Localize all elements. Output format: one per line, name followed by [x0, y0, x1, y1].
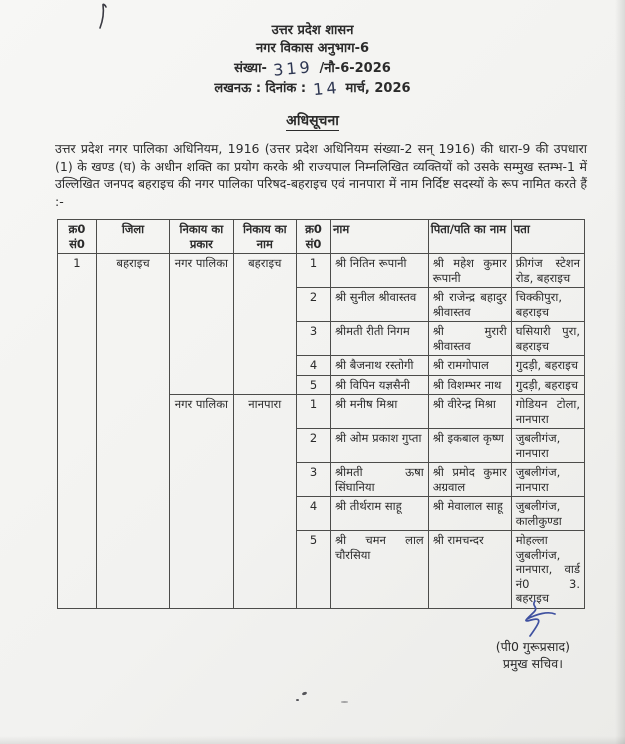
- member-father-cell: श्री प्रमोद कुमार अग्रवाल: [428, 463, 511, 497]
- member-name-cell: श्री नितिन रूपानी: [331, 254, 429, 288]
- member-father-cell: श्री इकबाल कृष्ण: [428, 429, 511, 463]
- pen-tick-mark: [94, 2, 114, 34]
- header-district: जिला: [96, 220, 169, 254]
- member-father-cell: श्री महेश कुमार रूपानी: [428, 254, 511, 288]
- member-address-cell: गुदड़ी, बहराइच: [511, 356, 584, 376]
- member-address-cell: जुबलीगंज, कालीकुण्डा: [511, 497, 584, 531]
- header-address: पता: [511, 220, 584, 254]
- member-address-cell: फ्रीगंज स्टेशन रोड, बहराइच: [511, 254, 584, 288]
- member-address-cell: घसियारी पुरा, बहराइच: [511, 322, 584, 356]
- header-father: पिता/पति का नाम: [428, 220, 511, 254]
- ink-speck: [341, 701, 348, 703]
- member-sr-cell: 2: [296, 288, 330, 322]
- signature-block: [496, 598, 570, 672]
- handwritten-letter-number: 319: [272, 57, 314, 80]
- member-sr-cell: 3: [296, 463, 330, 497]
- govt-title: उत्तर प्रदेश शासन: [271, 23, 354, 38]
- body-name-cell: बहराइच: [233, 254, 296, 395]
- member-address-cell: गुदड़ी, बहराइच: [511, 375, 584, 395]
- header-body-name: निकाय का नाम: [233, 220, 296, 254]
- ink-speck: [302, 691, 308, 696]
- signature-ink: [501, 598, 565, 640]
- header-name: नाम: [331, 220, 429, 254]
- notification-heading: अधिसूचना: [286, 113, 339, 129]
- member-sr-cell: 3: [296, 322, 330, 356]
- member-name-cell: श्री सुनील श्रीवास्तव: [331, 288, 429, 322]
- member-sr-cell: 2: [296, 429, 330, 463]
- table-header-row: [58, 220, 585, 254]
- date-suffix: मार्च, 2026: [345, 81, 411, 96]
- signatory-designation: प्रमुख सचिव।: [502, 656, 563, 671]
- preamble-paragraph: उत्तर प्रदेश नगर पालिका अधिनियम, 1916 (उत्तर प्रदेश अधिनियम संख्या-2 सन् 1916) की धारा-9 की उपधारा (1) के खण्ड (घ) के अधीन शक्ति का प्रयोग करके श्री राज्यपाल निम्नलिखित व्यक्तियों को उसके सम्मुख स्तम्भ-1 में उल्लिखित जनपद बहराइच की नगर पालिका परिषद-बहराइच एवं नानपारा में नाम निर्दिष्ट सदस्यों के रूप नामित करते हैं :-: [55, 141, 587, 209]
- member-address-cell: गोडियन टोला, नानपारा: [511, 395, 584, 429]
- department-line: नगर विकास अनुभाग-6: [255, 41, 370, 56]
- member-name-cell: श्रीमती रीती निगम: [331, 322, 429, 356]
- body-name-cell: नानपारा: [233, 395, 296, 609]
- members-tbody: [58, 254, 585, 609]
- member-sr-cell: 1: [296, 254, 330, 288]
- member-sr-cell: 5: [296, 531, 330, 609]
- member-father-cell: श्री रामचन्दर: [428, 531, 511, 609]
- letter-number-line: [0, 57, 625, 80]
- member-father-cell: श्री वीरेन्द्र मिश्रा: [428, 395, 511, 429]
- district-sr-cell: 1: [58, 254, 97, 609]
- district-name-cell: बहराइच: [96, 254, 169, 609]
- number-suffix: /नौ-6-2026: [319, 61, 391, 76]
- header-sr: क्र0 सं0: [58, 220, 97, 254]
- member-address-cell: मोहल्ला जुबलीगंज, नानपारा, वार्ड नं0 3. बहराइच: [511, 531, 584, 609]
- header-body-type: निकाय का प्रकार: [170, 220, 233, 254]
- place-date-prefix: लखनऊ : दिनांक :: [214, 81, 307, 96]
- member-name-cell: श्री ओम प्रकाश गुप्ता: [331, 429, 429, 463]
- member-name-cell: श्री तीर्थराम साहू: [331, 497, 429, 531]
- member-name-cell: श्री बैजनाथ रस्तोगी: [331, 356, 429, 376]
- table-row: [58, 254, 585, 288]
- member-name-cell: श्री मनीष मिश्रा: [331, 395, 429, 429]
- scan-edge-shadow: [0, 736, 625, 744]
- handwritten-date: 14: [312, 77, 340, 100]
- member-address-cell: चिक्कीपुरा, बहराइच: [511, 288, 584, 322]
- member-sr-cell: 4: [296, 497, 330, 531]
- header-member-sr: क्र0 सं0: [296, 220, 330, 254]
- member-sr-cell: 1: [296, 395, 330, 429]
- member-father-cell: श्री मुरारी श्रीवास्तव: [428, 322, 511, 356]
- member-father-cell: श्री रामगोपाल: [428, 356, 511, 376]
- member-father-cell: श्री विशम्भर नाथ: [428, 375, 511, 395]
- signatory-name: (पी0 गुरूप्रसाद): [495, 639, 570, 654]
- ink-speck: [296, 699, 299, 701]
- number-prefix: संख्या-: [234, 61, 267, 76]
- scan-edge-shadow: [615, 0, 625, 744]
- member-address-cell: जुबलीगंज, नानपारा: [511, 429, 584, 463]
- member-name-cell: श्रीमती ऊषा सिंघानिया: [331, 463, 429, 497]
- body-type-cell: नगर पालिका: [170, 395, 233, 609]
- member-father-cell: श्री मेवालाल साहू: [428, 497, 511, 531]
- member-name-cell: श्री विपिन यज्ञसैनी: [331, 375, 429, 395]
- member-address-cell: जुबलीगंज, नानपारा: [511, 463, 584, 497]
- member-name-cell: श्री चमन लाल चौरसिया: [331, 531, 429, 609]
- body-type-cell: नगर पालिका: [170, 254, 233, 395]
- nominated-members-table: [57, 219, 585, 609]
- member-sr-cell: 4: [296, 356, 330, 376]
- member-father-cell: श्री राजेन्द्र बहादुर श्रीवास्तव: [428, 288, 511, 322]
- table-header: [58, 220, 585, 254]
- place-date-line: [0, 77, 625, 100]
- member-sr-cell: 5: [296, 375, 330, 395]
